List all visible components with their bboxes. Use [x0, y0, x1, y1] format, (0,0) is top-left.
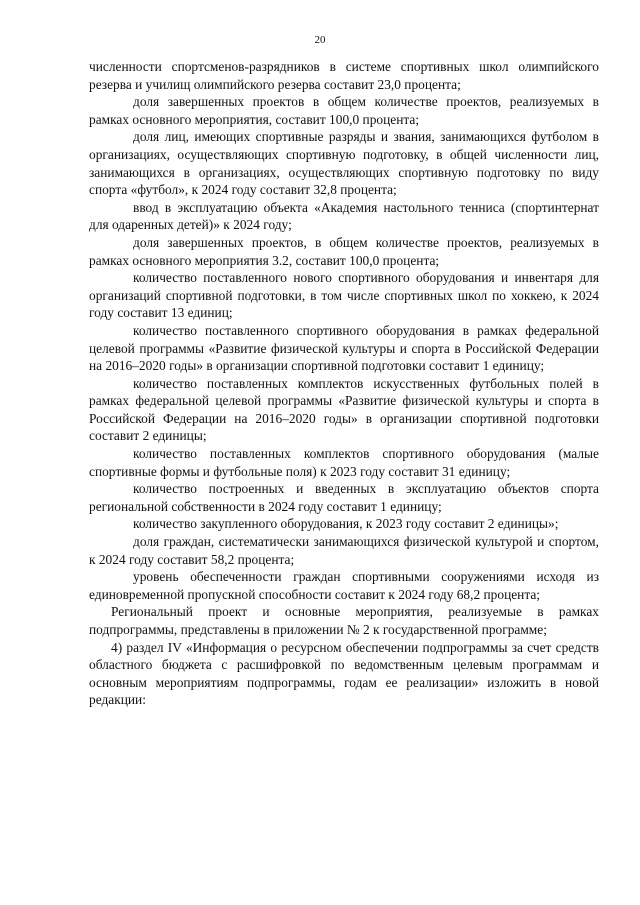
- paragraph: численности спортсменов-разрядников в системе спортивных школ олимпийского резерва и училищ олимпийского резерва составит 23,0 процента;: [89, 59, 599, 92]
- paragraph: количество поставленного спортивного оборудования в рамках федеральной целевой программы «Развитие физической культуры и спорта в Российской Федерации на 2016–2020 годы» в организации спортивной подготовки составит 1 единицу;: [89, 322, 599, 374]
- paragraph: Региональный проект и основные мероприятия, реализуемые в рамках подпрограммы, представлены в приложении № 2 к государственной программе;: [89, 604, 599, 637]
- paragraph: количество закупленного оборудования, к 2023 году составит 2 единицы»;: [133, 516, 559, 532]
- paragraph: количество поставленных комплектов спортивного оборудования (малые спортивные формы и футбольные поля) к 2023 году составит 31 единицу;: [89, 446, 599, 479]
- paragraph: доля лиц, имеющих спортивные разряды и звания, занимающихся футболом в организациях, осуществляющих спортивную подготовку, в общей численности лиц, занимающихся в организациях, осуществляющих спортивную подготовку по виду спорта «футбол», к 2024 году составит 32,8 процента;: [89, 129, 599, 198]
- paragraph: доля граждан, систематически занимающихся физической культурой и спортом, к 2024 году составит 58,2 процента;: [89, 534, 599, 567]
- paragraph: 4) раздел IV «Информация о ресурсном обеспечении подпрограммы за счет средств областного бюджета с расшифровкой по ведомственным целевым программам и основным мероприятиям подпрограммы, годам ее реализации» изложить в новой редакции:: [89, 639, 599, 708]
- paragraph: количество построенных и введенных в эксплуатацию объектов спорта региональной собственности в 2024 году составит 1 единицу;: [89, 481, 599, 514]
- document-body: [89, 58, 599, 709]
- paragraph: ввод в эксплуатацию объекта «Академия настольного тенниса (спортинтернат для одаренных детей)» к 2024 году;: [89, 199, 599, 233]
- paragraph: уровень обеспеченности граждан спортивными сооружениями исходя из единовременной пропускной способности составит к 2024 году 68,2 процента;: [89, 569, 599, 602]
- paragraph: доля завершенных проектов в общем количестве проектов, реализуемых в рамках основного мероприятия, составит 100,0 процента;: [89, 94, 599, 127]
- page-number: 20: [314, 34, 326, 46]
- paragraph: количество поставленного нового спортивного оборудования и инвентаря для организаций спортивной подготовки, в том числе спортивных школ по хоккею, к 2024 году составит 13 единиц;: [89, 270, 599, 321]
- paragraph: доля завершенных проектов, в общем количестве проектов, реализуемых в рамках основного мероприятия 3.2, составит 100,0 процента;: [89, 234, 599, 268]
- paragraph: количество поставленных комплектов искусственных футбольных полей в рамках федеральной целевой программы «Развитие физической культуры и спорта в Российской Федерации на 2016–2020 годы» в организации спортивной подготовки составит 2 единицы;: [89, 375, 599, 444]
